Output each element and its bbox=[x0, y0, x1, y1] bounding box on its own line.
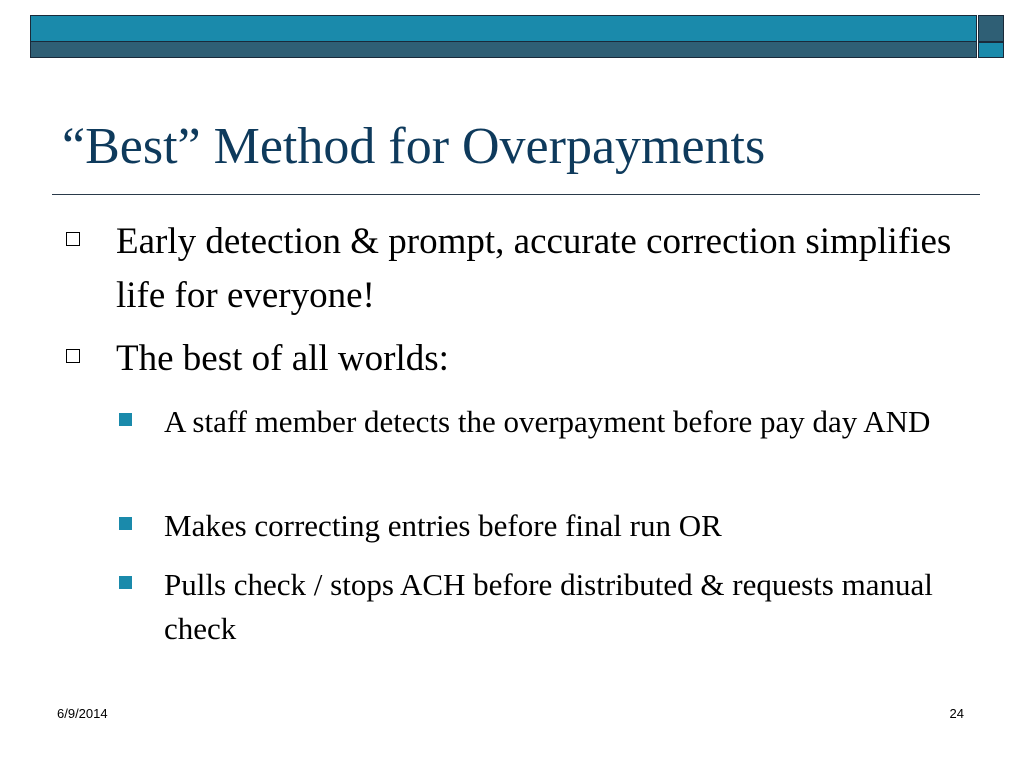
filled-square-bullet-icon bbox=[119, 576, 132, 589]
filled-square-bullet-icon bbox=[119, 517, 132, 530]
bullet-text: Early detection & prompt, accurate correction simplifies life for everyone! bbox=[116, 221, 952, 316]
slide-title: “Best” Method for Overpayments bbox=[62, 118, 766, 175]
sub-bullet-text: Pulls check / stops ACH before distributed & requests manual check bbox=[164, 567, 933, 646]
footer-date: 6/9/2014 bbox=[57, 706, 108, 721]
sub-bullet-text: Makes correcting entries before final run OR bbox=[164, 508, 722, 543]
filled-square-bullet-icon bbox=[119, 413, 132, 426]
sub-bullet-text: A staff member detects the overpayment before pay day AND bbox=[164, 404, 931, 439]
hollow-square-bullet-icon bbox=[66, 232, 80, 246]
bullet-text: The best of all worlds: bbox=[116, 338, 449, 379]
footer-page-number: 24 bbox=[949, 706, 964, 721]
hollow-square-bullet-icon bbox=[66, 349, 80, 363]
